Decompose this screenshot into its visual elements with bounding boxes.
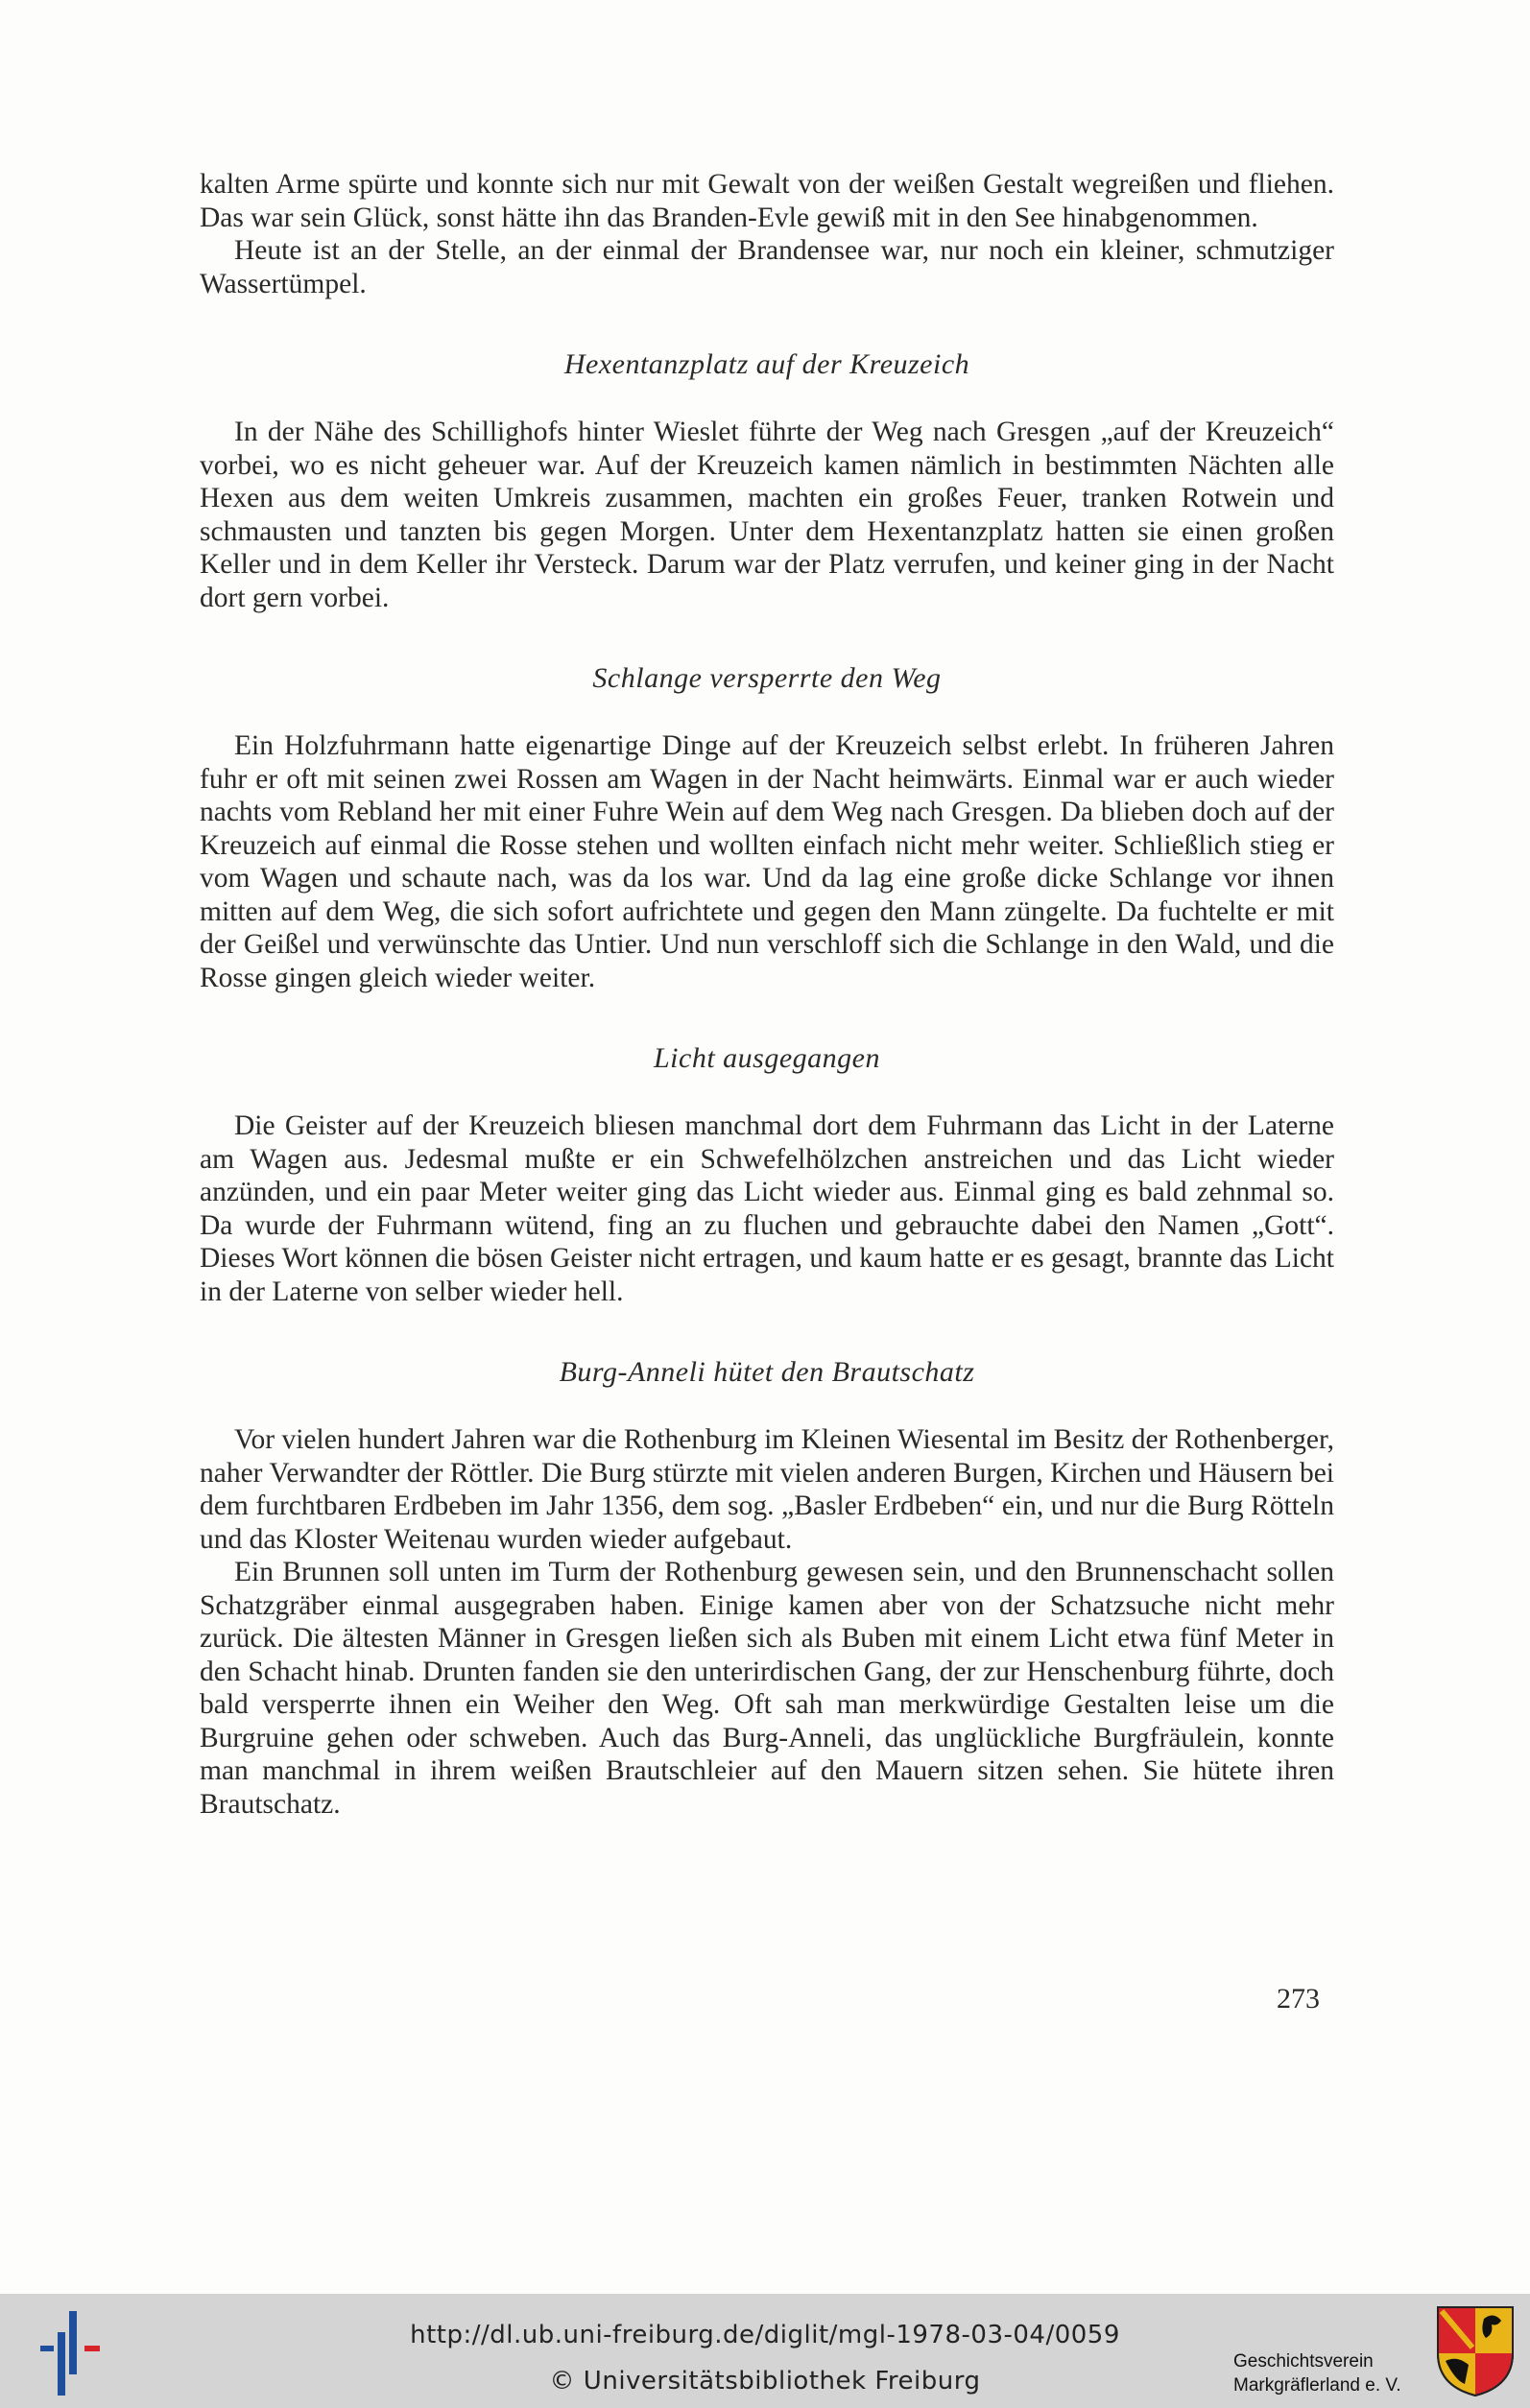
paragraph: Die Geister auf der Kreuzeich bliesen manchmal dort dem Fuhrmann das Licht in der Laterne am Wagen aus. Jedesmal mußte er ein Schwefelhölzchen anstreichen und das Licht wieder anzünden, und ein paar Meter weiter ging das Licht wieder aus. Einmal ging es bald zehnmal so. Da wurde der Fuhrmann wütend, fing an zu fluchen und gebrauchte dabei den Namen „Gott“. Dieses Wort können die bösen Geister nicht ertragen, und kaum hatte er es gesagt, brannte das Licht in der Laterne von selber wieder hell. <box>200 1110 1334 1307</box>
society-name <box>1233 2349 1435 2397</box>
paragraph: Ein Holzfuhrmann hatte eigenartige Dinge auf der Kreuzeich selbst erlebt. In früheren Jahren fuhr er oft mit seinen zwei Rossen am Wagen in der Nacht heimwärts. Einmal war er auch wieder nachts vom Rebland her mit einer Fuhre Wein auf dem Weg nach Gresgen. Da blieben doch auf der Kreuzeich auf einmal die Rosse stehen und wollten einfach nicht mehr weiter. Schließlich stieg er vom Wagen und schaute nach, was da los war. Und da lag eine große dicke Schlange vor ihnen mitten auf dem Weg, die sich sofort aufrichtete und gegen den Mann züngelte. Da fuchtelte er mit der Geißel und verwünschte das Untier. Und nun verschloff sich die Schlange in den Wald, und die Rosse gingen gleich wieder weiter. <box>200 730 1334 993</box>
paragraph: In der Nähe des Schillighofs hinter Wieslet führte der Weg nach Gresgen „auf der Kreuzeich“ vorbei, wo es nicht geheuer war. Auf der Kreuzeich kamen nämlich in bestimmten Nächten alle Hexen aus dem weiten Umkreis zusammen, machten ein großes Feuer, tranken Rotwein und schmausten und tanzten bis gegen Morgen. Unter dem Hexentanzplatz hatten sie einen großen Keller und in dem Keller ihr Versteck. Darum war der Platz verrufen, und keiner ging in der Nacht dort gern vorbei. <box>200 417 1334 613</box>
page-number: 273 <box>1277 1983 1320 2015</box>
section-title: Licht ausgegangen <box>654 1042 880 1074</box>
paragraph: Heute ist an der Stelle, an der einmal der Brandensee war, nur noch ein kleiner, schmutziger Wassertümpel. <box>200 235 1334 299</box>
document-url-link[interactable]: http://dl.ub.uni-freiburg.de/diglit/mgl-1978-03-04/0059 <box>410 2321 1120 2349</box>
markgraeflerland-crest-icon <box>1436 2305 1515 2397</box>
section-title: Schlange versperrte den Weg <box>592 662 942 694</box>
section-title: Hexentanzplatz auf der Kreuzeich <box>563 348 970 380</box>
section-title: Burg-Anneli hütet den Brautschatz <box>559 1356 975 1388</box>
page-text <box>200 168 1334 1821</box>
paragraph: kalten Arme spürte und konnte sich nur mit Gewalt von der weißen Gestalt wegreißen und fliehen. Das war sein Glück, sonst hätte ihn das Branden-Evle gewiß mit in den See hinabgenommen. <box>200 169 1334 233</box>
society-name-line2: Markgräflerland e. V. <box>1233 2375 1401 2396</box>
paragraph: Ein Brunnen soll unten im Turm der Rothenburg gewesen sein, und den Brunnenschacht sollen Schatzgräber einmal ausgegraben haben. Einige kamen aber von der Schatzsuche nicht mehr zurück. Die ältesten Männer in Gresgen ließen sich als Buben mit einem Licht etwa fünf Meter in den Schacht hinab. Drunten fanden sie den unterirdischen Gang, der zur Henschenburg führte, doch bald versperrte ihnen ein Weiher den Weg. Oft sah man merkwürdige Gestalten leise um die Burgruine gehen oder schweben. Auch das Burg-Anneli, das unglückliche Burgfräulein, konnte man manchmal in ihrem weißen Brautschleier auf den Mauern sitzen sehen. Sie hütete ihren Brautschatz. <box>200 1557 1334 1820</box>
copyright-text: © Universitätsbibliothek Freiburg <box>549 2367 981 2396</box>
paragraph: Vor vielen hundert Jahren war die Rothenburg im Kleinen Wiesental im Besitz der Rothenberger, naher Verwandter der Röttler. Die Burg stürzte mit vielen anderen Burgen, Kirchen und Häusern bei dem furchtbaren Erdbeben im Jahr 1356, dem sog. „Basler Erdbeben“ ein, und nur die Burg Rötteln und das Kloster Weitenau wurden wieder aufgebaut. <box>200 1424 1334 1555</box>
society-name-line1: Geschichtsverein <box>1233 2351 1374 2372</box>
